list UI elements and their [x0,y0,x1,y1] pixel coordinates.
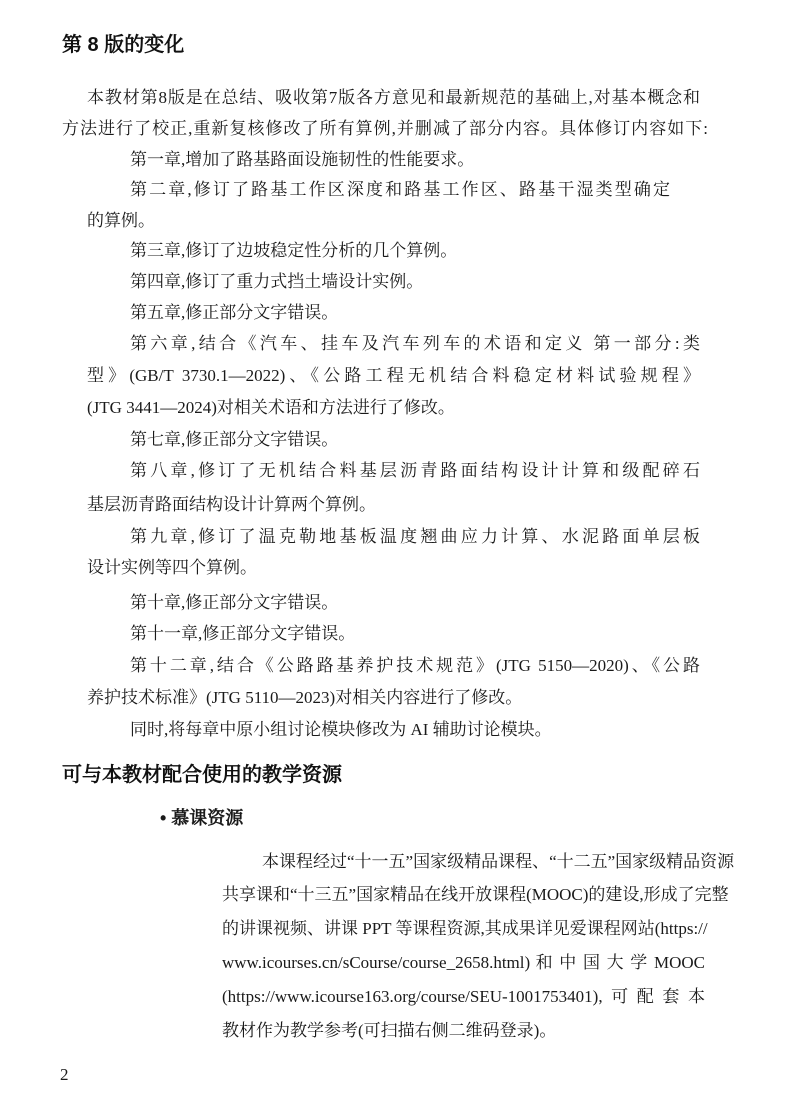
text-line: 本课程经过“十一五”国家级精品课程、“十二五”国家级精品资源 [262,852,735,871]
section-title-changes: 第 8 版的变化 [62,34,185,56]
text-line: 型》(GB/T 3730.1—2022)、《公路工程无机结合料稳定材料试验规程》 [87,366,700,385]
text-line: 同时,将每章中原小组讨论模块修改为 AI 辅助讨论模块。 [130,720,552,739]
text-line: 第三章,修订了边坡稳定性分析的几个算例。 [130,241,458,260]
text-line: 第十二章,结合《公路路基养护技术规范》(JTG 5150—2020)、《公路 [130,656,700,675]
section-title-resources: 可与本教材配合使用的教学资源 [62,764,342,786]
text-line: 第四章,修订了重力式挡土墙设计实例。 [130,272,424,291]
text-line: 第八章,修订了无机结合料基层沥青路面结构设计计算和级配碎石 [130,461,700,480]
text-line: (https://www.icourse163.org/course/SEU-1001753401),可配套本 [222,987,705,1006]
bullet-mooc-resources: • 慕课资源 [160,808,244,828]
text-line: 第五章,修正部分文字错误。 [130,303,339,322]
text-line: 第一章,增加了路基路面设施韧性的性能要求。 [130,150,475,169]
text-line: 方法进行了校正,重新复核修改了所有算例,并删减了部分内容。具体修订内容如下: [62,119,708,138]
text-line: 养护技术标准》(JTG 5110—2023)对相关内容进行了修改。 [87,688,523,707]
text-line: 本教材第8版是在总结、吸收第7版各方意见和最新规范的基础上,对基本概念和 [87,88,700,107]
text-line: 第七章,修正部分文字错误。 [130,430,339,449]
text-line: 共享课和“十三五”国家精品在线开放课程(MOOC)的建设,形成了完整 [222,885,729,904]
text-line: 第十一章,修正部分文字错误。 [130,624,356,643]
text-line: 基层沥青路面结构设计计算两个算例。 [87,495,376,514]
text-line: 第十章,修正部分文字错误。 [130,593,339,612]
text-line: (JTG 3441—2024)对相关术语和方法进行了修改。 [87,398,455,417]
page-number: 2 [60,1065,69,1084]
text-line: 第六章,结合《汽车、挂车及汽车列车的术语和定义 第一部分:类 [130,334,700,353]
text-line: www.icourses.cn/sCourse/course_2658.html) 和 中 国 大 学 MOOC [222,953,705,972]
text-line: 的算例。 [87,211,155,230]
text-line: 第二章,修订了路基工作区深度和路基工作区、路基干湿类型确定 [130,180,670,199]
text-line: 设计实例等四个算例。 [87,558,257,577]
text-line: 教材作为教学参考(可扫描右侧二维码登录)。 [222,1021,557,1040]
text-line: 的讲课视频、讲课 PPT 等课程资源,其成果详见爱课程网站(https:// [222,919,708,938]
text-line: 第九章,修订了温克勒地基板温度翘曲应力计算、水泥路面单层板 [130,527,700,546]
